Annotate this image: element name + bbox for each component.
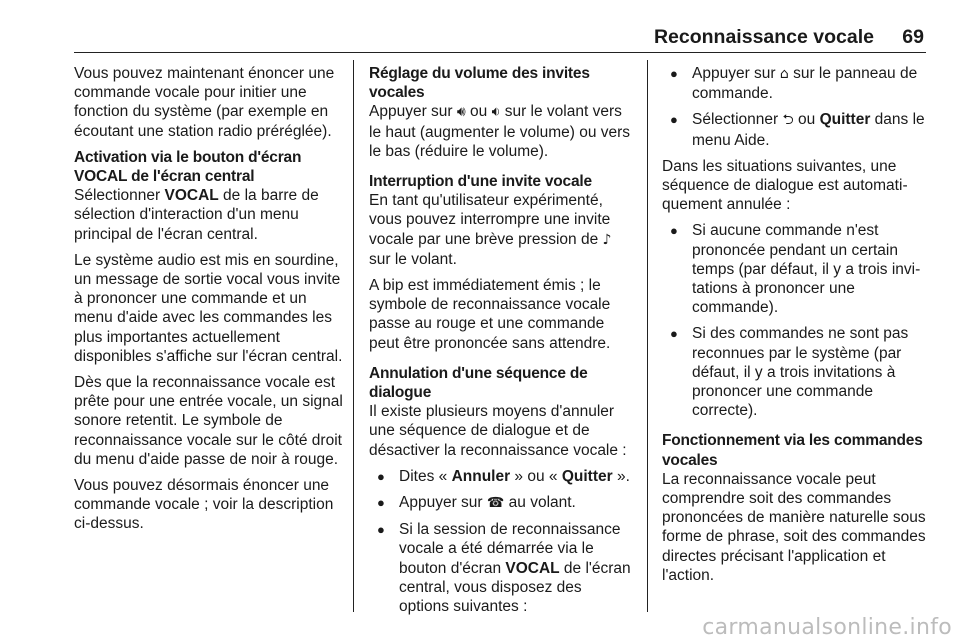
list-item: ● Appuyer sur ⌂ sur le panneau de commande.	[662, 64, 926, 103]
paragraph: Dans les situations suivantes, une séquence de dialogue est automatiquement annulée :	[662, 157, 908, 214]
paragraph: A bip est immédiatement émis ; le symbole de reconnaissance vocale passe au rouge et une commande peut être prononcée sans attendre.	[369, 277, 611, 352]
list-item: ● Appuyer sur ☎ au volant.	[369, 493, 633, 513]
section-heading: Fonctionnement via les commandes vocales	[662, 432, 923, 469]
section-heading: Annulation d'une séquence de dialogue	[369, 364, 588, 402]
column-1	[74, 64, 344, 541]
list-item: ● Si la session de reconnaissance vocale a été démarrée via le bouton d'écran VOCAL de l'écran central, vous disposez des options suivantes :	[369, 520, 633, 616]
paragraph: Il existe plusieurs moyens d'annuler une séquence de dialogue et de désactiver la reconnaissance vocale :	[369, 403, 627, 459]
section-heading: Interruption d'une invite vocale	[369, 173, 592, 191]
bullet-list	[369, 467, 633, 616]
home-icon: ⌂	[779, 66, 789, 82]
paragraph: Dès que la reconnaissance vocale est prête pour une entrée vocale, un signal sonore retentit. Le symbole de reconnaissance vocale sur le côté droit du menu d'aide passe de noir à rouge.	[74, 374, 343, 468]
voice-icon: ♪	[602, 231, 612, 248]
bullet-list	[662, 64, 926, 150]
section-heading: Réglage du volume des invites vocales	[369, 65, 590, 102]
volume-down-icon: 🔉︎	[491, 104, 501, 121]
watermark: carmanualsonline.info	[702, 615, 952, 640]
volume-up-icon: 🔊︎	[456, 104, 466, 121]
list-item: ● Si des commandes ne sont pas reconnues par le système (par défaut, il y a trois invitations à prononcer une commande correcte).	[662, 324, 926, 420]
page-number: 69	[902, 26, 924, 48]
section-heading: Activation via le bouton d'écran VOCAL de l'écran central	[74, 148, 302, 186]
paragraph: Le système audio est mis en sourdine, un message de sortie vocal vous invite à prononcer une commande et un menu d'aide avec les commandes les plus importantes actuellement disponibles s'affiche sur l'écran central.	[74, 251, 343, 365]
page-header	[74, 26, 926, 53]
paragraph: En tant qu'utilisateur expérimenté, vous pouvez interrompre une invite vocale par une brève pression de ♪ sur le volant.	[369, 192, 612, 268]
column-3	[662, 64, 926, 592]
bullet-list	[662, 221, 926, 420]
paragraph: La reconnaissance vocale peut comprendre soit des commandes prononcées de manière naturelle sous forme de phrase, soit des commandes directes précisant l'application et l'action.	[662, 470, 926, 584]
list-item: ● Dites « Annuler » ou « Quitter ».	[369, 467, 633, 486]
column-divider	[353, 60, 354, 612]
back-icon: ⮌	[782, 112, 794, 129]
column-divider	[647, 60, 648, 612]
hang-up-icon: ☎	[486, 495, 505, 512]
page-title: Reconnaissance vocale	[653, 26, 874, 48]
paragraph: Sélectionner VOCAL de la barre de sélection d'interaction d'un menu principal de l'écran central.	[74, 187, 319, 243]
paragraph: Appuyer sur 🔊︎ ou 🔉︎ sur le volant vers le haut (augmenter le volume) ou vers le bas (réduire le volume).	[369, 103, 631, 160]
intro-paragraph: Vous pouvez maintenant énoncer une commande vocale pour initier une fonction du système (par exemple en écoutant une station radio préréglée).	[74, 65, 335, 140]
list-item: ● Sélectionner ⮌ ou Quitter dans le menu Aide.	[662, 110, 926, 149]
paragraph: Vous pouvez désormais énoncer une commande vocale ; voir la description ci-dessus.	[74, 477, 334, 533]
list-item: ● Si aucune commande n'est prononcée pendant un certain temps (par défaut, il y a trois invitations à prononcer une commande).	[662, 221, 926, 317]
column-2	[369, 64, 633, 623]
